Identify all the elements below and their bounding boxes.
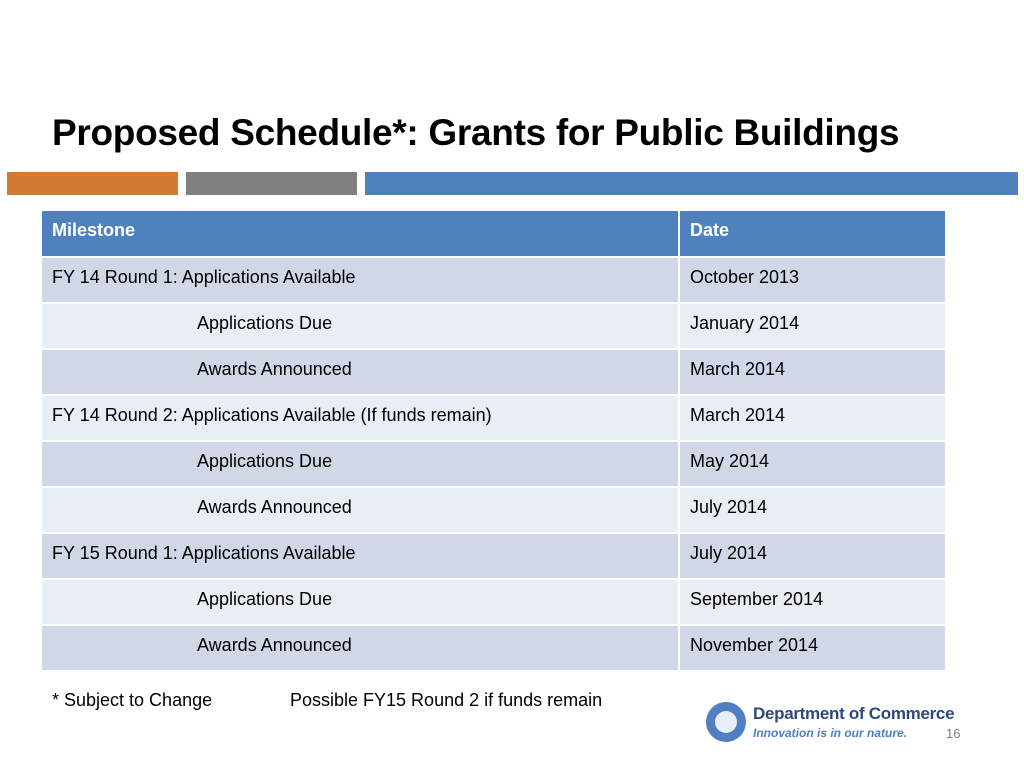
org-name: Department of Commerce: [753, 704, 955, 723]
date-cell: July 2014: [679, 487, 946, 533]
date-cell: November 2014: [679, 625, 946, 671]
milestone-cell: Applications Due: [41, 441, 679, 487]
accent-bar-gray: [186, 172, 357, 195]
table-row: [41, 533, 946, 579]
table-row: [41, 303, 946, 349]
milestone-cell: Applications Due: [41, 303, 679, 349]
accent-bar-orange: [7, 172, 178, 195]
date-cell: October 2013: [679, 257, 946, 303]
washington-state-seal-icon: [706, 702, 746, 742]
table-row: [41, 625, 946, 671]
schedule-table: [40, 211, 947, 672]
table-row: [41, 257, 946, 303]
table-row: [41, 349, 946, 395]
table-row: [41, 579, 946, 625]
milestone-cell: Awards Announced: [41, 487, 679, 533]
table-header-row: [41, 211, 946, 257]
milestone-cell: FY 15 Round 1: Applications Available: [41, 533, 679, 579]
accent-bar-blue: [365, 172, 1018, 195]
header-milestone: Milestone: [41, 211, 679, 257]
date-cell: July 2014: [679, 533, 946, 579]
milestone-cell: FY 14 Round 1: Applications Available: [41, 257, 679, 303]
date-cell: March 2014: [679, 395, 946, 441]
table-row: [41, 487, 946, 533]
date-cell: March 2014: [679, 349, 946, 395]
header-date: Date: [679, 211, 946, 257]
table-row: [41, 395, 946, 441]
date-cell: May 2014: [679, 441, 946, 487]
milestone-cell: Awards Announced: [41, 625, 679, 671]
table-row: [41, 441, 946, 487]
milestone-cell: Applications Due: [41, 579, 679, 625]
milestone-cell: FY 14 Round 2: Applications Available (If funds remain): [41, 395, 679, 441]
milestone-cell: Awards Announced: [41, 349, 679, 395]
footnote: [52, 690, 603, 711]
footnote-subject-to-change: * Subject to Change: [52, 690, 213, 710]
date-cell: January 2014: [679, 303, 946, 349]
slide-title: Proposed Schedule*: Grants for Public Buildings: [52, 112, 900, 153]
page-number: 16: [946, 726, 961, 741]
footnote-possible-round: Possible FY15 Round 2 if funds remain: [290, 690, 603, 710]
org-tagline: Innovation is in our nature.: [753, 726, 908, 740]
date-cell: September 2014: [679, 579, 946, 625]
